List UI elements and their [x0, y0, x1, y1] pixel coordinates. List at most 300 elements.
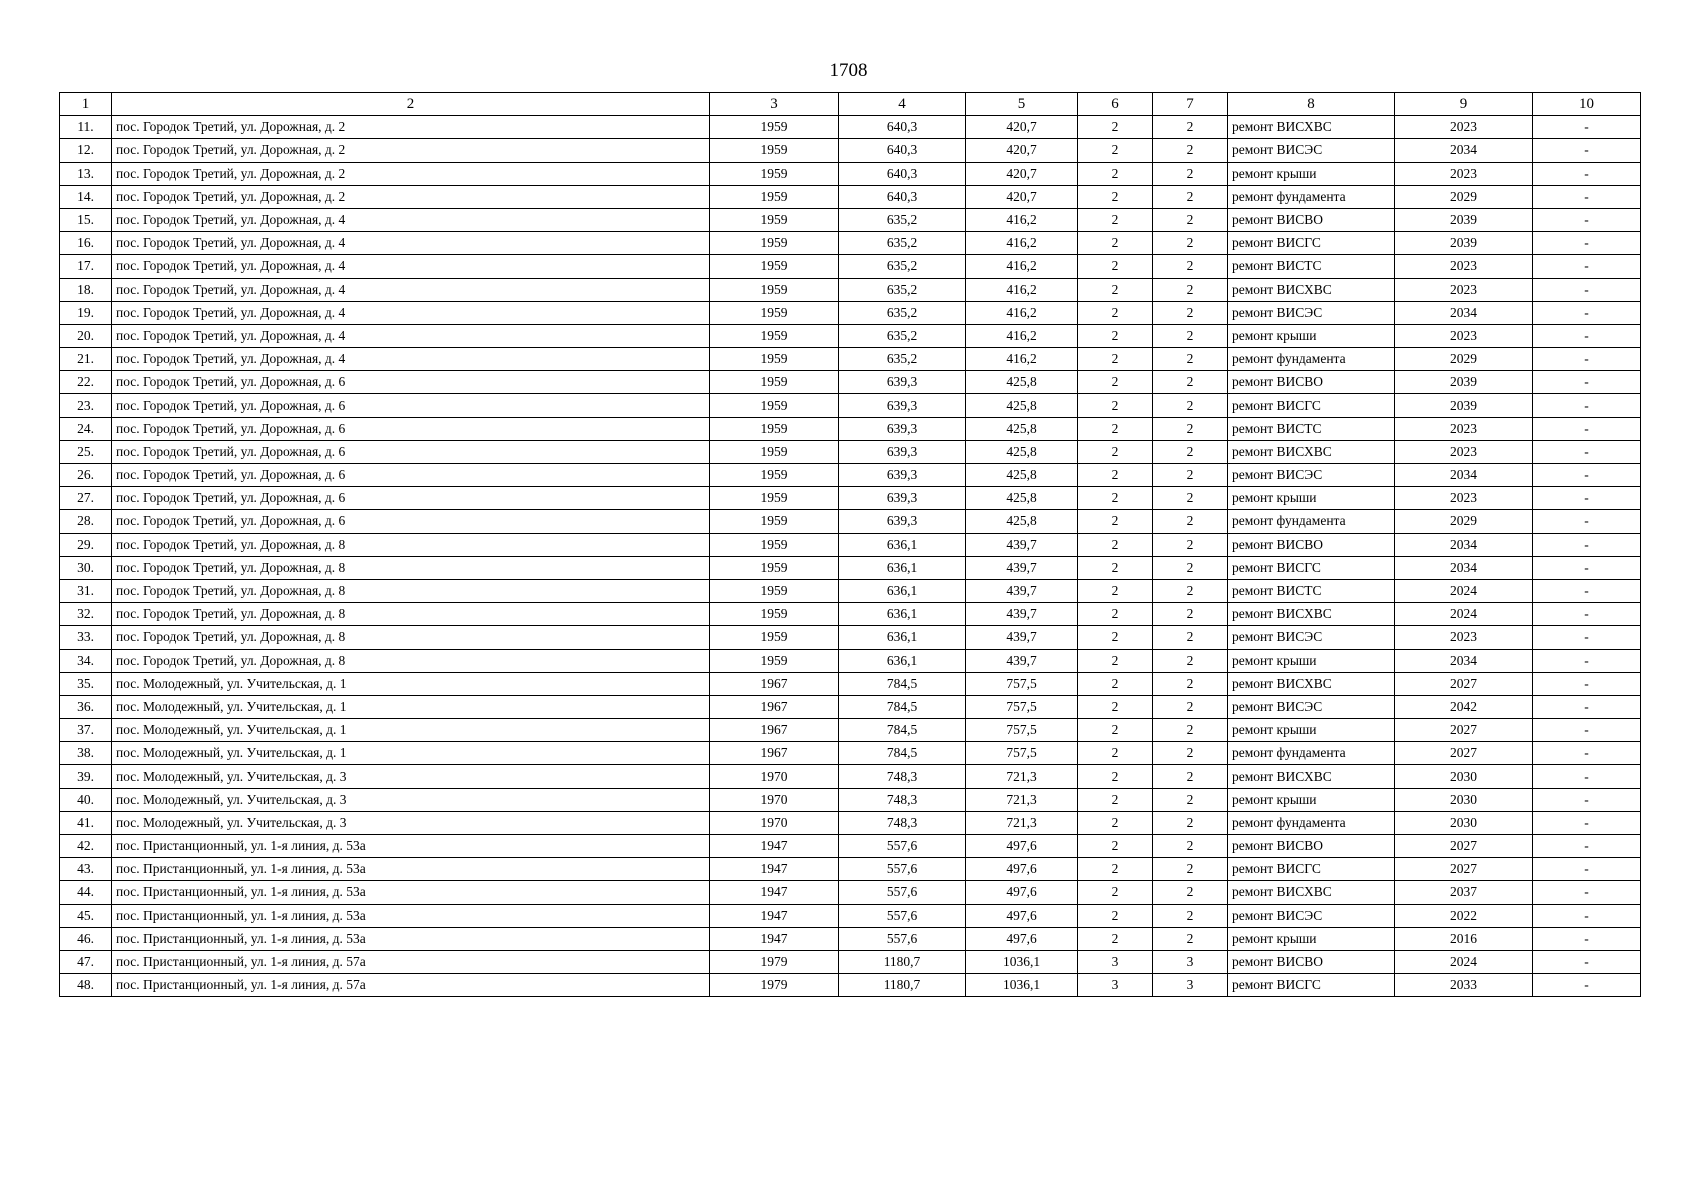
- cell-planned-year: 2023: [1395, 278, 1533, 301]
- cell-build-year: 1959: [710, 185, 839, 208]
- cell-planned-year: 2034: [1395, 464, 1533, 487]
- cell-entrances: 2: [1153, 162, 1228, 185]
- cell-entrances: 3: [1153, 950, 1228, 973]
- cell-floors: 2: [1078, 208, 1153, 231]
- cell-build-year: 1959: [710, 208, 839, 231]
- cell-entrances: 2: [1153, 742, 1228, 765]
- cell-work-type: ремонт фундамента: [1228, 811, 1395, 834]
- cell-total-area: 639,3: [839, 464, 966, 487]
- cell-entrances: 2: [1153, 649, 1228, 672]
- cell-planned-year: 2027: [1395, 835, 1533, 858]
- cell-work-type: ремонт ВИСХВС: [1228, 278, 1395, 301]
- cell-floors: 2: [1078, 626, 1153, 649]
- cell-planned-year: 2034: [1395, 649, 1533, 672]
- cell-planned-year: 2024: [1395, 950, 1533, 973]
- cell-planned-year: 2027: [1395, 672, 1533, 695]
- cell-living-area: 425,8: [966, 371, 1078, 394]
- cell-total-area: 557,6: [839, 904, 966, 927]
- cell-row-number: 11.: [60, 116, 112, 139]
- cell-build-year: 1970: [710, 811, 839, 834]
- table-row: [60, 255, 1641, 278]
- cell-address: пос. Городок Третий, ул. Дорожная, д. 4: [112, 348, 710, 371]
- cell-work-type: ремонт фундамента: [1228, 348, 1395, 371]
- cell-living-area: 416,2: [966, 301, 1078, 324]
- cell-planned-year: 2016: [1395, 927, 1533, 950]
- cell-address: пос. Городок Третий, ул. Дорожная, д. 2: [112, 185, 710, 208]
- cell-row-number: 30.: [60, 556, 112, 579]
- cell-address: пос. Городок Третий, ул. Дорожная, д. 8: [112, 533, 710, 556]
- cell-build-year: 1959: [710, 603, 839, 626]
- cell-note: -: [1533, 695, 1641, 718]
- cell-total-area: 635,2: [839, 278, 966, 301]
- cell-address: пос. Городок Третий, ул. Дорожная, д. 6: [112, 464, 710, 487]
- cell-entrances: 2: [1153, 116, 1228, 139]
- cell-address: пос. Городок Третий, ул. Дорожная, д. 6: [112, 417, 710, 440]
- cell-note: -: [1533, 394, 1641, 417]
- cell-total-area: 636,1: [839, 603, 966, 626]
- cell-living-area: 497,6: [966, 835, 1078, 858]
- cell-planned-year: 2027: [1395, 719, 1533, 742]
- cell-build-year: 1967: [710, 742, 839, 765]
- cell-note: -: [1533, 162, 1641, 185]
- cell-planned-year: 2029: [1395, 185, 1533, 208]
- cell-build-year: 1947: [710, 927, 839, 950]
- cell-planned-year: 2023: [1395, 255, 1533, 278]
- cell-work-type: ремонт крыши: [1228, 324, 1395, 347]
- cell-note: -: [1533, 626, 1641, 649]
- table-row: [60, 139, 1641, 162]
- cell-work-type: ремонт ВИСГС: [1228, 974, 1395, 997]
- cell-build-year: 1959: [710, 464, 839, 487]
- cell-build-year: 1959: [710, 301, 839, 324]
- cell-note: -: [1533, 858, 1641, 881]
- cell-floors: 2: [1078, 417, 1153, 440]
- cell-total-area: 635,2: [839, 232, 966, 255]
- column-header-6: 6: [1078, 93, 1153, 116]
- cell-address: пос. Городок Третий, ул. Дорожная, д. 4: [112, 301, 710, 324]
- cell-row-number: 14.: [60, 185, 112, 208]
- cell-living-area: 439,7: [966, 579, 1078, 602]
- cell-note: -: [1533, 510, 1641, 533]
- cell-entrances: 2: [1153, 348, 1228, 371]
- cell-work-type: ремонт крыши: [1228, 927, 1395, 950]
- cell-work-type: ремонт ВИСХВС: [1228, 116, 1395, 139]
- cell-floors: 2: [1078, 672, 1153, 695]
- cell-build-year: 1959: [710, 139, 839, 162]
- cell-work-type: ремонт ВИСЭС: [1228, 626, 1395, 649]
- cell-work-type: ремонт ВИСВО: [1228, 371, 1395, 394]
- table-row: [60, 371, 1641, 394]
- cell-row-number: 17.: [60, 255, 112, 278]
- cell-total-area: 748,3: [839, 811, 966, 834]
- cell-work-type: ремонт ВИСГС: [1228, 232, 1395, 255]
- cell-entrances: 2: [1153, 719, 1228, 742]
- cell-build-year: 1959: [710, 533, 839, 556]
- cell-planned-year: 2034: [1395, 301, 1533, 324]
- cell-address: пос. Городок Третий, ул. Дорожная, д. 2: [112, 116, 710, 139]
- cell-entrances: 2: [1153, 835, 1228, 858]
- cell-row-number: 33.: [60, 626, 112, 649]
- cell-build-year: 1967: [710, 695, 839, 718]
- cell-row-number: 22.: [60, 371, 112, 394]
- cell-work-type: ремонт крыши: [1228, 649, 1395, 672]
- cell-living-area: 425,8: [966, 464, 1078, 487]
- cell-entrances: 2: [1153, 858, 1228, 881]
- cell-build-year: 1959: [710, 626, 839, 649]
- cell-total-area: 636,1: [839, 649, 966, 672]
- cell-floors: 2: [1078, 255, 1153, 278]
- cell-address: пос. Пристанционный, ул. 1-я линия, д. 53а: [112, 881, 710, 904]
- cell-address: пос. Молодежный, ул. Учительская, д. 1: [112, 719, 710, 742]
- cell-total-area: 748,3: [839, 788, 966, 811]
- column-header-7: 7: [1153, 93, 1228, 116]
- cell-living-area: 439,7: [966, 556, 1078, 579]
- cell-row-number: 45.: [60, 904, 112, 927]
- cell-living-area: 497,6: [966, 858, 1078, 881]
- column-header-2: 2: [112, 93, 710, 116]
- cell-entrances: 2: [1153, 139, 1228, 162]
- cell-entrances: 2: [1153, 904, 1228, 927]
- cell-note: -: [1533, 603, 1641, 626]
- cell-floors: 2: [1078, 579, 1153, 602]
- cell-work-type: ремонт ВИСХВС: [1228, 440, 1395, 463]
- cell-entrances: 2: [1153, 278, 1228, 301]
- cell-address: пос. Молодежный, ул. Учительская, д. 1: [112, 742, 710, 765]
- cell-work-type: ремонт ВИСХВС: [1228, 881, 1395, 904]
- cell-floors: 2: [1078, 556, 1153, 579]
- cell-total-area: 639,3: [839, 510, 966, 533]
- cell-build-year: 1959: [710, 232, 839, 255]
- cell-build-year: 1959: [710, 162, 839, 185]
- cell-floors: 2: [1078, 603, 1153, 626]
- cell-work-type: ремонт ВИСЭС: [1228, 464, 1395, 487]
- table-row: [60, 788, 1641, 811]
- cell-address: пос. Городок Третий, ул. Дорожная, д. 6: [112, 487, 710, 510]
- cell-living-area: 416,2: [966, 255, 1078, 278]
- cell-build-year: 1959: [710, 255, 839, 278]
- cell-floors: 2: [1078, 788, 1153, 811]
- cell-address: пос. Городок Третий, ул. Дорожная, д. 6: [112, 394, 710, 417]
- cell-total-area: 557,6: [839, 835, 966, 858]
- cell-build-year: 1959: [710, 487, 839, 510]
- cell-entrances: 2: [1153, 579, 1228, 602]
- cell-note: -: [1533, 232, 1641, 255]
- cell-planned-year: 2023: [1395, 162, 1533, 185]
- cell-address: пос. Городок Третий, ул. Дорожная, д. 8: [112, 556, 710, 579]
- cell-living-area: 416,2: [966, 208, 1078, 231]
- cell-build-year: 1959: [710, 579, 839, 602]
- cell-address: пос. Городок Третий, ул. Дорожная, д. 2: [112, 139, 710, 162]
- cell-note: -: [1533, 765, 1641, 788]
- cell-row-number: 19.: [60, 301, 112, 324]
- cell-work-type: ремонт ВИСХВС: [1228, 603, 1395, 626]
- cell-living-area: 1036,1: [966, 974, 1078, 997]
- cell-note: -: [1533, 185, 1641, 208]
- table-row: [60, 858, 1641, 881]
- table-row: [60, 556, 1641, 579]
- cell-planned-year: 2042: [1395, 695, 1533, 718]
- cell-living-area: 721,3: [966, 811, 1078, 834]
- cell-living-area: 420,7: [966, 185, 1078, 208]
- table-row: [60, 464, 1641, 487]
- cell-living-area: 757,5: [966, 672, 1078, 695]
- table-row: [60, 603, 1641, 626]
- table-row: [60, 208, 1641, 231]
- cell-note: -: [1533, 487, 1641, 510]
- cell-living-area: 416,2: [966, 348, 1078, 371]
- cell-address: пос. Городок Третий, ул. Дорожная, д. 4: [112, 255, 710, 278]
- cell-entrances: 2: [1153, 464, 1228, 487]
- cell-living-area: 425,8: [966, 487, 1078, 510]
- cell-address: пос. Пристанционный, ул. 1-я линия, д. 57а: [112, 950, 710, 973]
- cell-planned-year: 2023: [1395, 417, 1533, 440]
- cell-living-area: 439,7: [966, 533, 1078, 556]
- cell-note: -: [1533, 974, 1641, 997]
- cell-work-type: ремонт ВИСВО: [1228, 533, 1395, 556]
- cell-living-area: 1036,1: [966, 950, 1078, 973]
- cell-row-number: 34.: [60, 649, 112, 672]
- cell-entrances: 2: [1153, 626, 1228, 649]
- table-row: [60, 904, 1641, 927]
- cell-note: -: [1533, 208, 1641, 231]
- cell-floors: 2: [1078, 162, 1153, 185]
- cell-row-number: 35.: [60, 672, 112, 695]
- cell-address: пос. Пристанционный, ул. 1-я линия, д. 53а: [112, 835, 710, 858]
- table-row: [60, 348, 1641, 371]
- cell-row-number: 38.: [60, 742, 112, 765]
- cell-total-area: 635,2: [839, 301, 966, 324]
- cell-planned-year: 2030: [1395, 788, 1533, 811]
- cell-row-number: 44.: [60, 881, 112, 904]
- column-header-8: 8: [1228, 93, 1395, 116]
- cell-floors: 2: [1078, 348, 1153, 371]
- cell-entrances: 2: [1153, 324, 1228, 347]
- cell-living-area: 439,7: [966, 649, 1078, 672]
- cell-planned-year: 2027: [1395, 858, 1533, 881]
- cell-entrances: 2: [1153, 695, 1228, 718]
- cell-entrances: 2: [1153, 881, 1228, 904]
- cell-note: -: [1533, 672, 1641, 695]
- cell-work-type: ремонт ВИСЭС: [1228, 139, 1395, 162]
- cell-floors: 2: [1078, 695, 1153, 718]
- cell-planned-year: 2030: [1395, 811, 1533, 834]
- table-row: [60, 974, 1641, 997]
- cell-living-area: 757,5: [966, 719, 1078, 742]
- cell-row-number: 27.: [60, 487, 112, 510]
- cell-row-number: 43.: [60, 858, 112, 881]
- cell-living-area: 721,3: [966, 788, 1078, 811]
- cell-living-area: 425,8: [966, 440, 1078, 463]
- cell-total-area: 639,3: [839, 394, 966, 417]
- cell-total-area: 1180,7: [839, 974, 966, 997]
- cell-total-area: 784,5: [839, 695, 966, 718]
- cell-address: пос. Городок Третий, ул. Дорожная, д. 6: [112, 510, 710, 533]
- cell-row-number: 36.: [60, 695, 112, 718]
- cell-floors: 2: [1078, 904, 1153, 927]
- cell-address: пос. Городок Третий, ул. Дорожная, д. 4: [112, 324, 710, 347]
- cell-note: -: [1533, 278, 1641, 301]
- cell-living-area: 425,8: [966, 394, 1078, 417]
- table-row: [60, 440, 1641, 463]
- table-row: [60, 301, 1641, 324]
- cell-note: -: [1533, 556, 1641, 579]
- cell-total-area: 635,2: [839, 324, 966, 347]
- cell-row-number: 15.: [60, 208, 112, 231]
- cell-planned-year: 2039: [1395, 371, 1533, 394]
- cell-floors: 2: [1078, 649, 1153, 672]
- table-row: [60, 695, 1641, 718]
- cell-note: -: [1533, 950, 1641, 973]
- table-row: [60, 579, 1641, 602]
- cell-entrances: 3: [1153, 974, 1228, 997]
- cell-planned-year: 2033: [1395, 974, 1533, 997]
- cell-build-year: 1979: [710, 950, 839, 973]
- column-header-10: 10: [1533, 93, 1641, 116]
- cell-build-year: 1967: [710, 719, 839, 742]
- table-row: [60, 835, 1641, 858]
- cell-total-area: 640,3: [839, 162, 966, 185]
- cell-work-type: ремонт ВИСЭС: [1228, 904, 1395, 927]
- cell-note: -: [1533, 835, 1641, 858]
- cell-total-area: 636,1: [839, 579, 966, 602]
- cell-entrances: 2: [1153, 394, 1228, 417]
- cell-note: -: [1533, 324, 1641, 347]
- cell-row-number: 12.: [60, 139, 112, 162]
- cell-address: пос. Пристанционный, ул. 1-я линия, д. 57а: [112, 974, 710, 997]
- cell-address: пос. Городок Третий, ул. Дорожная, д. 8: [112, 649, 710, 672]
- cell-work-type: ремонт ВИСЭС: [1228, 301, 1395, 324]
- cell-note: -: [1533, 719, 1641, 742]
- table-row: [60, 417, 1641, 440]
- cell-living-area: 425,8: [966, 510, 1078, 533]
- cell-work-type: ремонт крыши: [1228, 719, 1395, 742]
- cell-build-year: 1959: [710, 278, 839, 301]
- cell-note: -: [1533, 255, 1641, 278]
- cell-floors: 2: [1078, 881, 1153, 904]
- cell-floors: 2: [1078, 765, 1153, 788]
- cell-build-year: 1967: [710, 672, 839, 695]
- cell-total-area: 748,3: [839, 765, 966, 788]
- cell-entrances: 2: [1153, 440, 1228, 463]
- cell-address: пос. Молодежный, ул. Учительская, д. 3: [112, 788, 710, 811]
- table-row: [60, 672, 1641, 695]
- table-row: [60, 719, 1641, 742]
- cell-note: -: [1533, 301, 1641, 324]
- table-row: [60, 649, 1641, 672]
- cell-address: пос. Городок Третий, ул. Дорожная, д. 8: [112, 626, 710, 649]
- cell-entrances: 2: [1153, 556, 1228, 579]
- cell-floors: 2: [1078, 185, 1153, 208]
- cell-total-area: 784,5: [839, 719, 966, 742]
- cell-total-area: 635,2: [839, 348, 966, 371]
- cell-living-area: 439,7: [966, 603, 1078, 626]
- cell-floors: 2: [1078, 510, 1153, 533]
- table-row: [60, 394, 1641, 417]
- cell-note: -: [1533, 742, 1641, 765]
- cell-living-area: 497,6: [966, 904, 1078, 927]
- cell-build-year: 1947: [710, 904, 839, 927]
- cell-entrances: 2: [1153, 765, 1228, 788]
- cell-row-number: 28.: [60, 510, 112, 533]
- cell-living-area: 416,2: [966, 324, 1078, 347]
- cell-note: -: [1533, 348, 1641, 371]
- cell-note: -: [1533, 579, 1641, 602]
- table-row: [60, 232, 1641, 255]
- cell-work-type: ремонт ВИСВО: [1228, 950, 1395, 973]
- table-row: [60, 927, 1641, 950]
- cell-floors: 2: [1078, 742, 1153, 765]
- cell-floors: 2: [1078, 394, 1153, 417]
- cell-total-area: 557,6: [839, 881, 966, 904]
- cell-floors: 2: [1078, 927, 1153, 950]
- cell-planned-year: 2022: [1395, 904, 1533, 927]
- cell-row-number: 16.: [60, 232, 112, 255]
- cell-address: пос. Городок Третий, ул. Дорожная, д. 6: [112, 440, 710, 463]
- cell-build-year: 1959: [710, 440, 839, 463]
- cell-address: пос. Городок Третий, ул. Дорожная, д. 4: [112, 278, 710, 301]
- cell-address: пос. Городок Третий, ул. Дорожная, д. 8: [112, 579, 710, 602]
- cell-build-year: 1947: [710, 835, 839, 858]
- cell-row-number: 21.: [60, 348, 112, 371]
- cell-address: пос. Молодежный, ул. Учительская, д. 1: [112, 672, 710, 695]
- cell-living-area: 416,2: [966, 232, 1078, 255]
- cell-work-type: ремонт ВИСТС: [1228, 417, 1395, 440]
- cell-row-number: 48.: [60, 974, 112, 997]
- cell-address: пос. Молодежный, ул. Учительская, д. 3: [112, 811, 710, 834]
- cell-floors: 2: [1078, 116, 1153, 139]
- cell-build-year: 1959: [710, 324, 839, 347]
- cell-work-type: ремонт ВИСВО: [1228, 835, 1395, 858]
- cell-living-area: 425,8: [966, 417, 1078, 440]
- table-row: [60, 765, 1641, 788]
- cell-address: пос. Городок Третий, ул. Дорожная, д. 8: [112, 603, 710, 626]
- cell-work-type: ремонт ВИСГС: [1228, 394, 1395, 417]
- cell-row-number: 37.: [60, 719, 112, 742]
- cell-living-area: 420,7: [966, 162, 1078, 185]
- cell-total-area: 639,3: [839, 487, 966, 510]
- cell-total-area: 639,3: [839, 440, 966, 463]
- table-row: [60, 533, 1641, 556]
- column-header-5: 5: [966, 93, 1078, 116]
- cell-entrances: 2: [1153, 672, 1228, 695]
- cell-total-area: 636,1: [839, 533, 966, 556]
- cell-floors: 2: [1078, 835, 1153, 858]
- cell-note: -: [1533, 904, 1641, 927]
- cell-build-year: 1970: [710, 788, 839, 811]
- cell-floors: 2: [1078, 858, 1153, 881]
- cell-total-area: 640,3: [839, 116, 966, 139]
- table-row: [60, 950, 1641, 973]
- cell-note: -: [1533, 927, 1641, 950]
- cell-total-area: 557,6: [839, 927, 966, 950]
- cell-planned-year: 2029: [1395, 348, 1533, 371]
- cell-total-area: 635,2: [839, 255, 966, 278]
- cell-living-area: 757,5: [966, 742, 1078, 765]
- cell-floors: 2: [1078, 487, 1153, 510]
- cell-address: пос. Городок Третий, ул. Дорожная, д. 2: [112, 162, 710, 185]
- cell-address: пос. Городок Третий, ул. Дорожная, д. 4: [112, 208, 710, 231]
- cell-build-year: 1947: [710, 858, 839, 881]
- cell-floors: 2: [1078, 301, 1153, 324]
- cell-planned-year: 2039: [1395, 232, 1533, 255]
- cell-total-area: 557,6: [839, 858, 966, 881]
- column-header-9: 9: [1395, 93, 1533, 116]
- cell-note: -: [1533, 440, 1641, 463]
- cell-build-year: 1959: [710, 649, 839, 672]
- cell-total-area: 640,3: [839, 139, 966, 162]
- cell-total-area: 784,5: [839, 742, 966, 765]
- cell-entrances: 2: [1153, 417, 1228, 440]
